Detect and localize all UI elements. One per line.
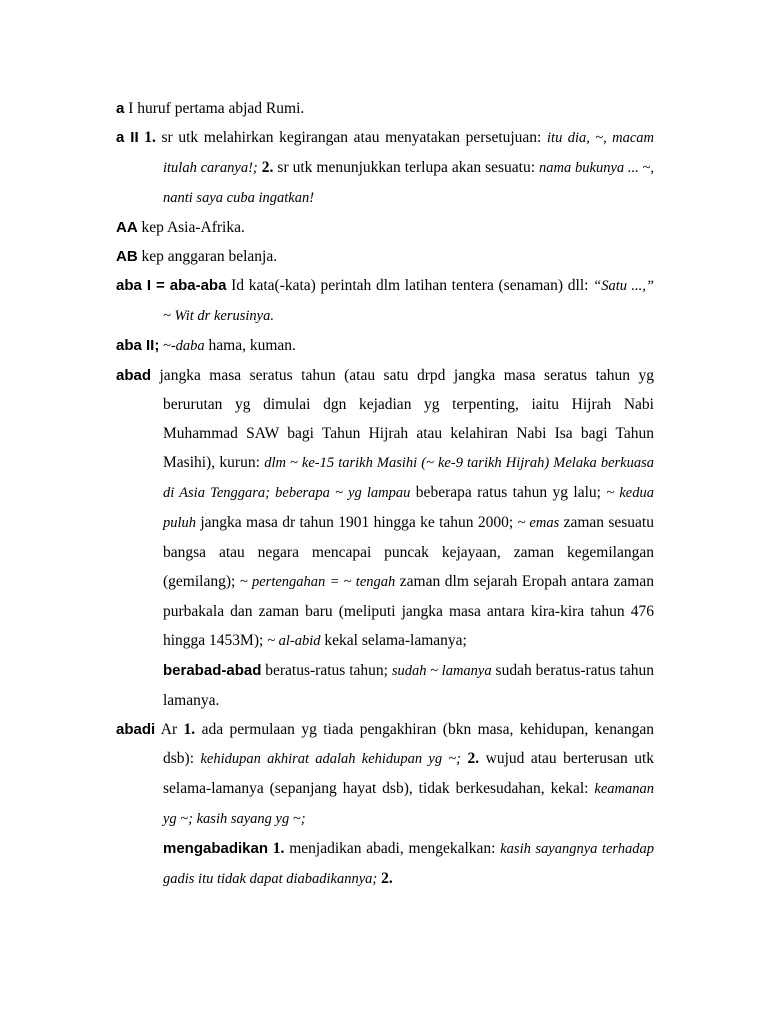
subentry-berabad-abad: [116, 656, 654, 715]
example: ~ emas: [517, 515, 560, 531]
entry-ab: [116, 242, 654, 271]
entry-abad: [116, 361, 654, 656]
example: kasih sayangnya terhadap gadis itu tidak dapat diabadikannya;: [163, 841, 655, 887]
example: keamanan yg ~; kasih sayang yg ~;: [163, 781, 654, 827]
entry-a-i: [116, 94, 654, 123]
headword: AA: [116, 219, 138, 236]
headword: a II: [116, 129, 139, 146]
example: kehidupan akhirat adalah kehidupan yg ~;: [200, 751, 462, 767]
sense-number: 1.: [268, 840, 285, 857]
sense-number: 2.: [377, 870, 393, 887]
definition: beberapa ratus tahun yg lalu;: [410, 484, 607, 501]
headword: abad: [116, 367, 152, 384]
definition: hama, kuman.: [204, 337, 296, 354]
definition: kep anggaran belanja.: [137, 248, 278, 265]
headword: berabad-abad: [163, 662, 262, 679]
definition: zaman dlm sejarah Eropah antara zaman purbakala dan zaman baru (meliputi jangka masa antara kira-kira tahun 476 hingga 1453M);: [163, 573, 654, 649]
definition: sr utk menunjukkan terlupa akan sesuatu:: [273, 159, 540, 176]
definition: jangka masa seratus tahun (atau satu drpd jangka masa seratus tahun yg berurutan yg dimulai dgn kejadian yg terpenting, iaitu Hijrah Nabi Muhammad SAW bagi Tahun Hijrah atau kelahiran Nabi Isa bagi Tahun Masihi), kurun:: [151, 367, 654, 471]
definition: sudah beratus-ratus tahun lamanya.: [163, 662, 654, 709]
example: sudah ~ lamanya: [391, 663, 492, 679]
entry-aba-ii: [116, 331, 654, 361]
definition: kekal selama-lamanya;: [320, 632, 467, 649]
definition: I huruf pertama abjad Rumi.: [128, 100, 305, 117]
example: ~ pertengahan = ~ tengah: [239, 574, 396, 590]
entry-abadi: [116, 715, 654, 834]
sense-number: 2.: [257, 159, 274, 176]
entry-aa: [116, 213, 654, 242]
definition: beratus-ratus tahun;: [261, 662, 392, 679]
definition: sr utk melahirkan kegirangan atau menyatakan persetujuan:: [155, 129, 548, 146]
example: dlm ~ ke-15 tarikh Masihi (~ ke-9 tarikh Hijrah) Melaka berkuasa di Asia Tenggara; beberapa ~ yg lampau: [163, 455, 654, 501]
definition: Ar: [155, 721, 184, 738]
definition: ada permulaan yg tiada pengakhiran (bkn masa, kehidupan, kenangan dsb):: [163, 721, 655, 767]
example: ~ al-abid: [267, 633, 321, 649]
definition: wujud atau berterusan utk selama-lamanya (sepanjang hayat dsb), tidak berkesudahan, kekal:: [163, 750, 655, 797]
example: itu dia, ~, macam itulah caranya!;: [163, 130, 654, 176]
headword: AB: [116, 248, 138, 265]
example: nama bukunya ... ~, nanti saya cuba ingatkan!: [163, 160, 654, 206]
entry-aba-i: [116, 271, 654, 331]
definition: jangka masa dr tahun 1901 hingga ke tahun 2000;: [196, 514, 518, 531]
headword: aba I = aba-aba: [116, 277, 227, 294]
headword: a: [116, 100, 125, 117]
headword: abadi: [116, 721, 156, 738]
definition: kep Asia-Afrika.: [137, 219, 245, 236]
example: ~ kedua puluh: [163, 485, 654, 531]
sense-number: 2.: [461, 750, 480, 767]
subentry-mengabadikan: [116, 834, 654, 894]
sense-number: 1.: [144, 129, 156, 146]
entry-a-ii: [116, 123, 654, 213]
headword: mengabadikan: [163, 840, 269, 857]
definition: Id kata(-kata) perintah dlm latihan tentera (senaman) dll:: [226, 277, 594, 294]
sense-number: 1.: [183, 721, 196, 738]
definition: menjadikan abadi, mengekalkan:: [284, 840, 501, 857]
dictionary-page: [116, 94, 654, 894]
definition: zaman sesuatu bangsa atau negara mencapai puncak kejayaan, zaman kegemilangan (gemilang);: [163, 514, 654, 590]
example: “Satu ...,” ~ Wit dr kerusinya.: [163, 278, 654, 324]
headword: aba II;: [116, 337, 160, 354]
example: ~-daba: [159, 338, 205, 354]
